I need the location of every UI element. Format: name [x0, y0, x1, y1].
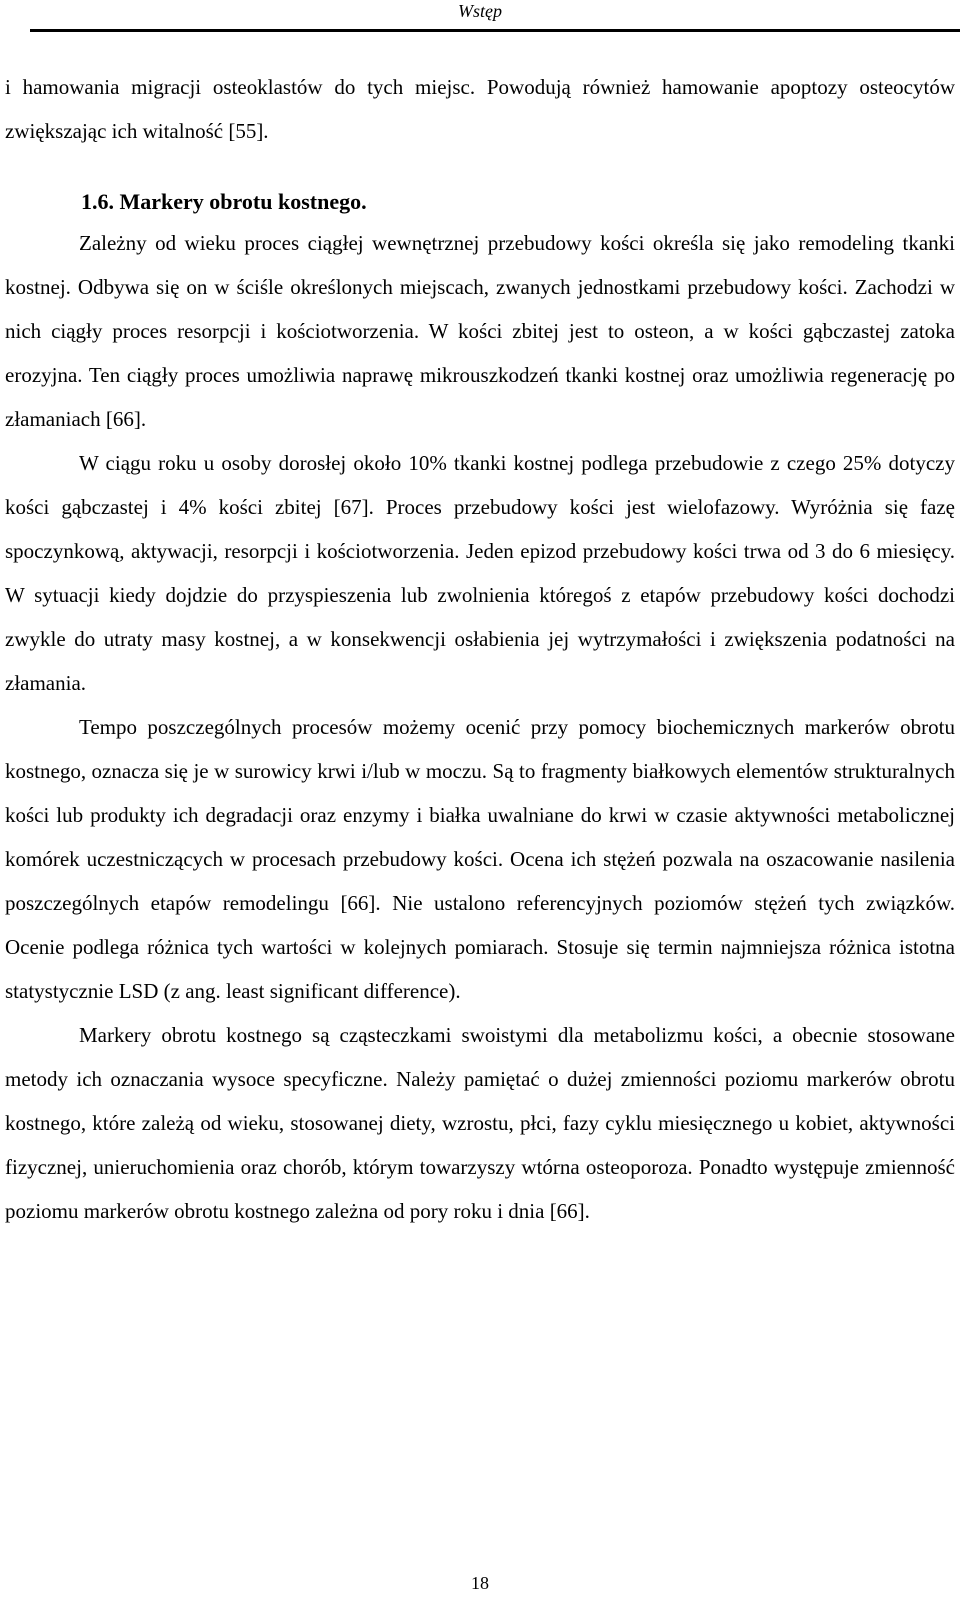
header-divider: [30, 29, 960, 32]
paragraph-tempo-markers: Tempo poszczególnych procesów możemy ocenić przy pomocy biochemicznych markerów obrotu kostnego, oznacza się je w surowicy krwi i/lub w moczu. Są to fragmenty białkowych elementów strukturalnych kości lub produkty ich degradacji oraz enzymy i białka uwalniane do krwi w czasie aktywności metabolicznej komórek uczestniczących w procesach przebudowy kości. Ocena ich stężeń pozwala na oszacowanie nasilenia poszczególnych etapów remodelingu [66]. Nie ustalono referencyjnych poziomów stężeń tych związków. Ocenie podlega różnica tych wartości w kolejnych pomiarach. Stosuje się termin najmniejsza różnica istotna statystycznie LSD (z ang. least significant difference).: [5, 715, 955, 1003]
page-body: [5, 65, 955, 1233]
paragraph-continuation: i hamowania migracji osteoklastów do tych miejsc. Powodują również hamowanie apoptozy osteocytów zwiększając ich witalność [55].: [5, 75, 955, 143]
paragraph-marker-variability: Markery obrotu kostnego są cząsteczkami swoistymi dla metabolizmu kości, a obecnie stosowane metody ich oznaczania wysoce specyficzne. Należy pamiętać o dużej zmienności poziomu markerów obrotu kostnego, które zależą od wieku, stosowanej diety, wzrostu, płci, fazy cyklu miesięcznego u kobiet, aktywności fizycznej, unieruchomienia oraz chorób, którym towarzyszy wtórna osteoporoza. Ponadto występuje zmienność poziomu markerów obrotu kostnego zależna od pory roku i dnia [66].: [5, 1023, 955, 1223]
section-heading: 1.6. Markery obrotu kostnego.: [81, 189, 367, 214]
running-header-title: Wstęp: [458, 1, 502, 21]
paragraph-remodeling: Zależny od wieku proces ciągłej wewnętrznej przebudowy kości określa się jako remodeling tkanki kostnej. Odbywa się on w ściśle określonych miejscach, zwanych jednostkami przebudowy kości. Zachodzi w nich ciągły proces resorpcji i kościotworzenia. W kości zbitej jest to osteon, a w kości gąbczastej zatoka erozyjna. Ten ciągły proces umożliwia naprawę mikrouszkodzeń tkanki kostnej oraz umożliwia regenerację po złamaniach [66].: [5, 231, 955, 431]
page-number: 18: [471, 1573, 489, 1593]
paragraph-annual-turnover: W ciągu roku u osoby dorosłej około 10% tkanki kostnej podlega przebudowie z czego 25% dotyczy kości gąbczastej i 4% kości zbitej [67]. Proces przebudowy kości jest wielofazowy. Wyróżnia się fazę spoczynkową, aktywacji, resorpcji i kościotworzenia. Jeden epizod przebudowy kości trwa od 3 do 6 miesięcy. W sytuacji kiedy dojdzie do przyspieszenia lub zwolnienia któregoś z etapów przebudowy kości dochodzi zwykle do utraty masy kostnej, a w konsekwencji osłabienia jej wytrzymałości i zwiększenia podatności na złamania.: [5, 451, 955, 695]
